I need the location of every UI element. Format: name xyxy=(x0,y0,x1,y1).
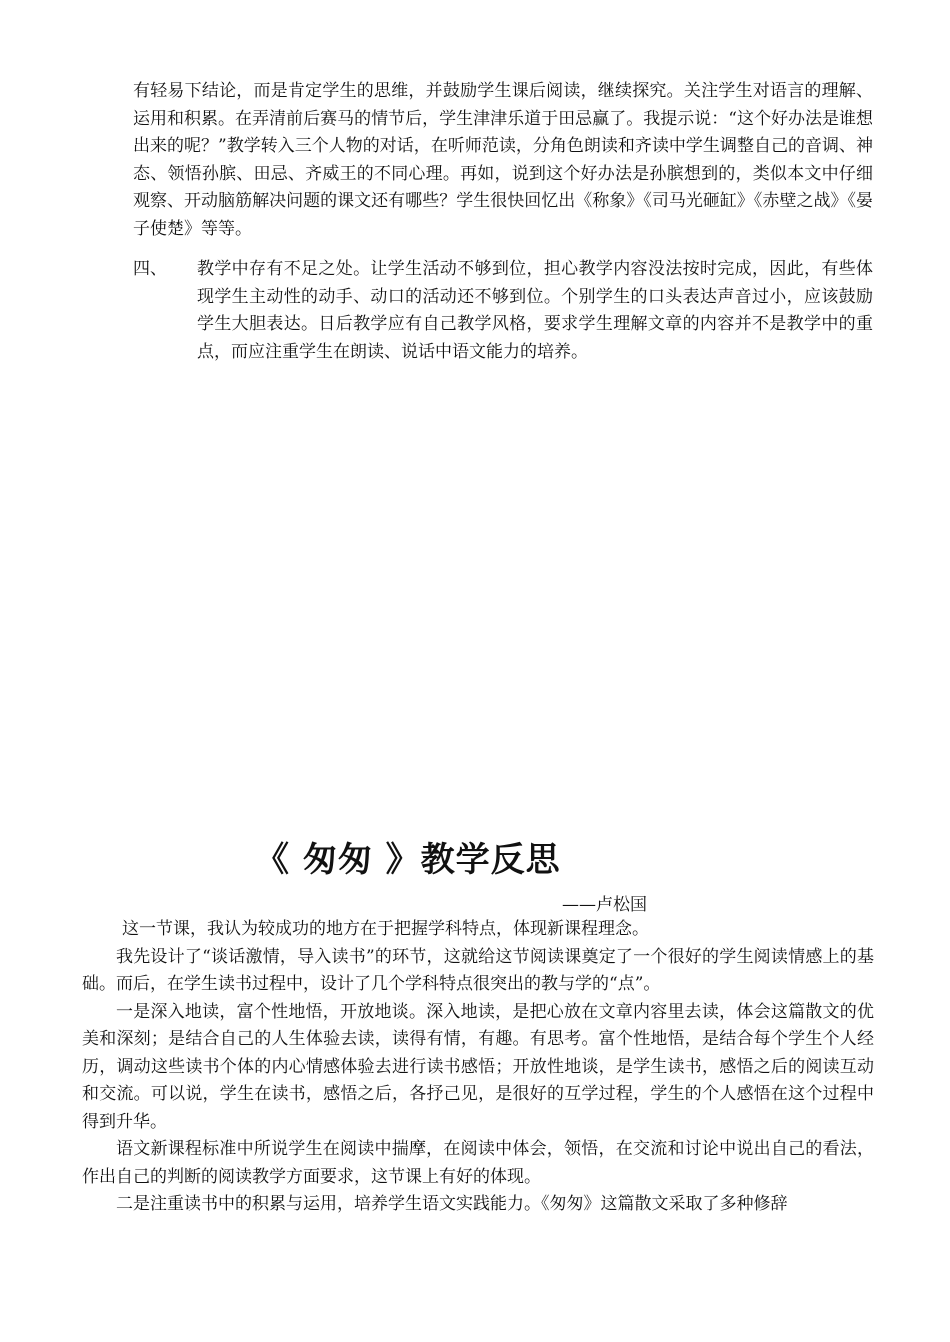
numbered-item-four xyxy=(133,256,873,366)
essay-paragraph: 这一节课，我认为较成功的地方在于把握学科特点，体现新课程理念。 xyxy=(122,919,649,939)
essay-paragraph: 语文新课程标准中所说学生在阅读中揣摩，在阅读中体会，领悟，在交流和讨论中说出自己的看法，作出自己的判断的阅读教学方面要求，这节课上有好的体现。 xyxy=(82,1139,874,1187)
essay-title: 《 匆匆 》教学反思 xyxy=(255,840,561,880)
essay-paragraph: 二是注重读书中的积累与运用，培养学生语文实践能力。《匆匆》这篇散文采取了多种修辞 xyxy=(116,1194,788,1214)
essay-author: ——卢松国 xyxy=(562,895,647,915)
item-text: 教学中存有不足之处。让学生活动不够到位，担心教学内容没法按时完成，因此，有些体现学生主动性的动手、动口的活动还不够到位。个别学生的口头表达声音过小，应该鼓励学生大胆表达。日后教学应有自己教学风格，要求学生理解文章的内容并不是教学中的重点，而应注重学生在朗读、说话中语文能力的培养。 xyxy=(197,259,873,362)
essay-paragraph: 我先设计了“谈话激情，导入读书”的环节，这就给这节阅读课奠定了一个很好的学生阅读情感上的基础。而后，在学生读书过程中，设计了几个学科特点很突出的教与学的“点”。 xyxy=(82,946,874,994)
continued-paragraph: 有轻易下结论，而是肯定学生的思维，并鼓励学生课后阅读，继续探究。关注学生对语言的理解、运用和积累。在弄清前后赛马的情节后，学生津津乐道于田忌赢了。我提示说：“这个好办法是谁想出来的呢？”教学转入三个人物的对话，在听师范读，分角色朗读和齐读中学生调整自己的音调、神态、领悟孙膑、田忌、齐威王的不同心理。再如，说到这个好办法是孙膑想到的，类似本文中仔细观察、开动脑筋解决问题的课文还有哪些？学生很快回忆出《称象》《司马光砸缸》《赤壁之战》《晏子使楚》等等。 xyxy=(133,81,873,239)
essay-body xyxy=(82,916,874,1219)
essay-paragraph: 一是深入地读，富个性地悟，开放地谈。深入地读，是把心放在文章内容里去读，体会这篇散文的优美和深刻；是结合自己的人生体验去读，读得有情，有趣。有思考。富个性地悟，是结合每个学生个人经历，调动这些读书个体的内心情感体验去进行读书感悟；开放性地谈，是学生读书，感悟之后的阅读互动和交流。可以说，学生在读书，感悟之后，各抒己见，是很好的互学过程，学生的个人感悟在这个过程中得到升华。 xyxy=(82,1001,874,1132)
item-number: 四、 xyxy=(133,259,167,279)
